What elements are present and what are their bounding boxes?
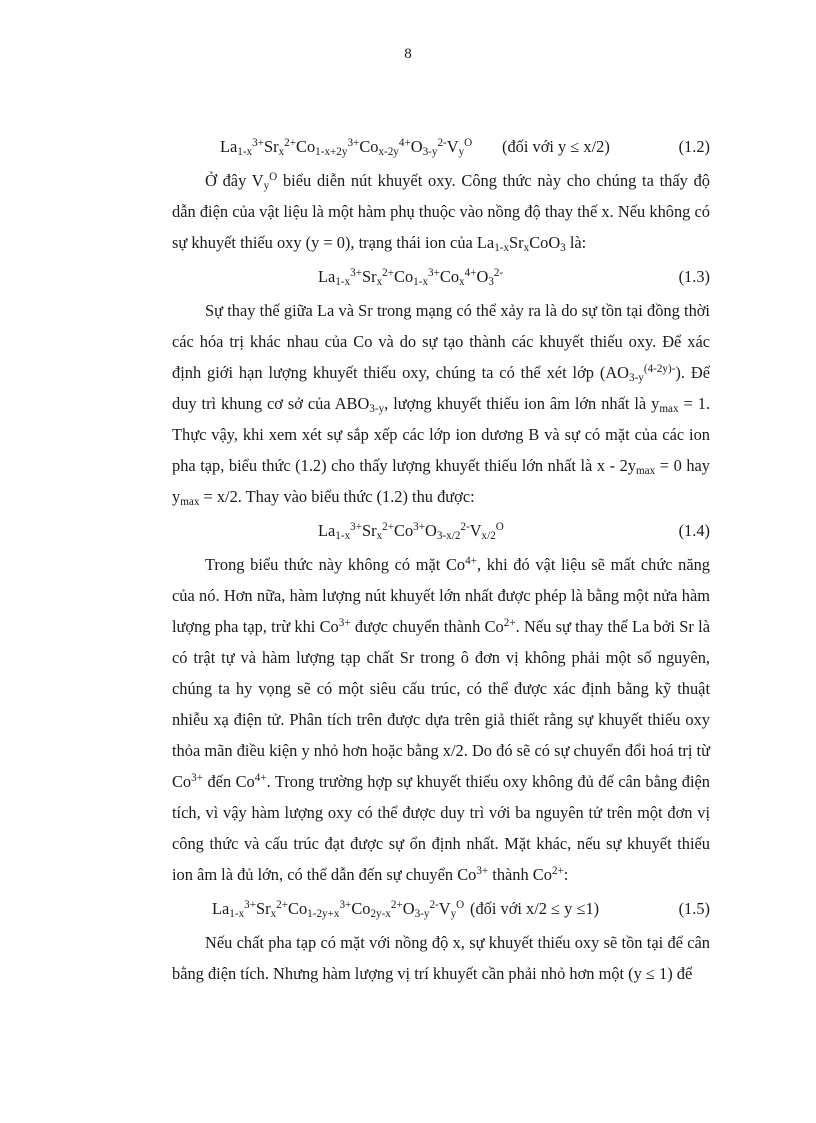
equation-1-3-number: (1.3) bbox=[678, 267, 710, 286]
equation-1-2 bbox=[172, 128, 710, 165]
formula-1-3: $La_{1-x}^{3+}Sr_x^{2+}Co_{1-x}^{3+}Co_x^{4+}O_3^{2-}$ bbox=[318, 266, 504, 289]
paragraph-4: Nếu chất pha tạp có mặt với nồng độ x, sự khuyết thiếu oxy sẽ tồn tại để cân bằng điện tích. Nhưng hàm lượng vị trí khuyết cần phải nhỏ hơn một (y ≤ 1) để bbox=[172, 933, 710, 983]
page-number: 8 bbox=[404, 46, 412, 62]
equation-1-2-condition: (đối với y ≤ x/2) bbox=[502, 137, 610, 156]
equation-1-5 bbox=[172, 890, 710, 927]
body-text bbox=[172, 128, 710, 989]
paragraph-3: Trong biểu thức này không có mặt $Co^{4+}$, khi đó vật liệu sẽ mất chức năng của nó. Hơn nữa, hàm lượng nút khuyết lớn nhất được phép là bằng một nửa hàm lượng pha tạp, trừ khi $Co^{3+}$ được chuyển thành $Co^{2+}$. Nếu sự thay thế La bởi Sr là có trật tự và hàm lượng tạp chất Sr trong ô đơn vị không phải một số nguyên, chúng ta hy vọng sẽ có một siêu cấu trúc, có thể được xác định bằng kỹ thuật nhiễu xạ điện tử. Phân tích trên được dựa trên giả thiết rằng sự khuyết thiếu oxy thỏa mãn điều kiện y nhỏ hơn hoặc bằng x/2. Do đó sẽ có sự chuyển đổi hoá trị từ $Co^{3+}$ đến $Co^{4+}$. Trong trường hợp sự khuyết thiếu oxy không đủ để cân bằng điện tích, vì vậy hàm lượng oxy có thể được duy trì với ba nguyên tử trên một đơn vị công thức và cấu trúc đạt được sự ổn định nhất. Mặt khác, nếu sự khuyết thiếu ion âm là đủ lớn, có thể dẫn đến sự chuyển $Co^{3+}$ thành $Co^{2+}$: bbox=[172, 554, 710, 884]
equation-1-2-number: (1.2) bbox=[678, 137, 710, 156]
paragraph-1: Ở đây $V_y^O$ biểu diễn nút khuyết oxy. Công thức này cho chúng ta thấy độ dẫn điện của vật liệu là một hàm phụ thuộc vào nồng độ thay thế x. Nếu không có sự khuyết thiếu oxy (y = 0), trạng thái ion của $La_{1-x}Sr_xCoO_3$ là: bbox=[172, 170, 710, 255]
equation-1-4 bbox=[172, 512, 710, 549]
equation-1-4-number: (1.4) bbox=[678, 521, 710, 540]
formula-1-4: $La_{1-x}^{3+}Sr_x^{2+}Co^{3+}O_{3-x/2}^{2-}V_{x/2}^O$ bbox=[318, 520, 504, 543]
formula-1-5: $La_{1-x}^{3+}Sr_x^{2+}Co_{1-2y+x}^{3+}Co_{2y-x}^{2+}O_{3-y}^{2-}V_y^O$ bbox=[212, 898, 465, 921]
equation-1-5-number: (1.5) bbox=[678, 899, 710, 918]
paragraph-2: Sự thay thế giữa La và Sr trong mạng có thể xảy ra là do sự tồn tại đồng thời các hóa trị khác nhau của Co và do sự tạo thành các khuyết thiếu oxy. Để xác định giới hạn lượng khuyết thiếu oxy, chúng ta có thể xét lớp $(AO_{3-y}^{(4-2y)-})$. Để duy trì khung cơ sở của $ABO_{3-y}$, lượng khuyết thiếu ion âm lớn nhất là $y_{max} = 1$. Thực vậy, khi xem xét sự sắp xếp các lớp ion dương B và sự có mặt của các ion pha tạp, biểu thức (1.2) cho thấy lượng khuyết thiếu lớn nhất là $x - 2y_{max} = 0$ hay $y_{max} = x/2$. Thay vào biểu thức (1.2) thu được: bbox=[172, 301, 710, 509]
equation-1-3 bbox=[172, 258, 710, 295]
formula-1-2: $La_{1-x}^{3+}Sr_x^{2+}Co_{1-x+2y}^{3+}Co_{x-2y}^{4+}O_{3-y}^{2-}V_y^O$ bbox=[220, 136, 473, 159]
equation-1-5-condition: (đối với x/2 ≤ y ≤1) bbox=[470, 899, 600, 918]
